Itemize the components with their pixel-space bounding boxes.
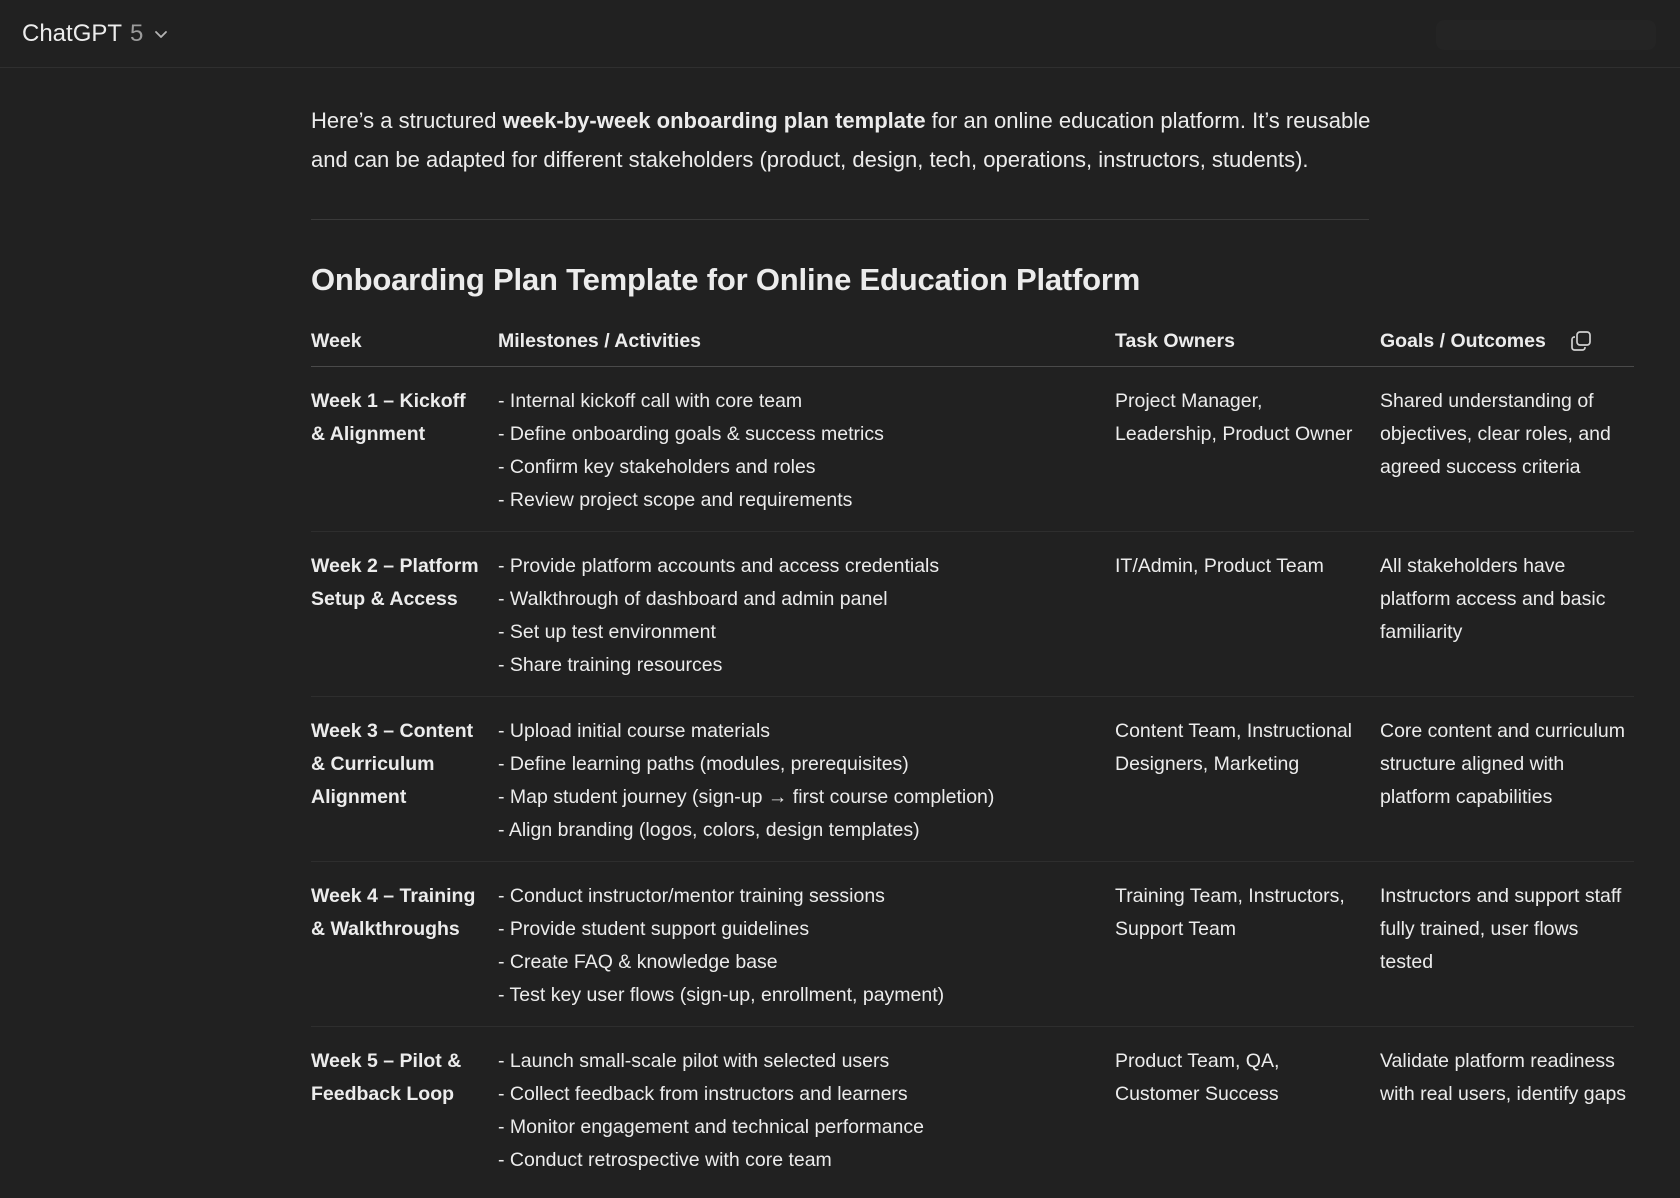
top-right-actions: [1436, 20, 1656, 50]
activities-cell: [498, 367, 1115, 532]
activity-item: - Set up test environment: [498, 621, 716, 643]
week-cell: Week 4 – Training & Walkthroughs: [311, 862, 498, 1027]
divider: [311, 219, 1369, 220]
table-row: [311, 862, 1634, 1027]
assistant-message: [311, 102, 1636, 1191]
activities-cell: [498, 1027, 1115, 1192]
activities-cell: [498, 697, 1115, 862]
goals-cell: Shared understanding of objectives, clear roles, and agreed success criteria: [1380, 367, 1634, 532]
activity-item: - Create FAQ & knowledge base: [498, 951, 778, 973]
model-name: ChatGPT: [22, 20, 123, 47]
activity-item: - Walkthrough of dashboard and admin panel: [498, 588, 888, 610]
copy-icon: [1569, 329, 1593, 353]
activity-item: - Upload initial course materials: [498, 720, 771, 742]
copy-table-button[interactable]: [1568, 328, 1594, 354]
activity-item: - Provide platform accounts and access credentials: [498, 555, 940, 577]
activity-item: - Share training resources: [498, 654, 723, 676]
intro-prefix: Here’s a structured: [311, 108, 503, 133]
owners-cell: Training Team, Instructors, Support Team: [1115, 862, 1380, 1027]
table-row: [311, 532, 1634, 697]
table-row: [311, 367, 1634, 532]
intro-suffix: for an online education platform. It’s reusable and can be adapted for different stakeholders (product, design, tech, operations, instructors, students).: [311, 108, 1371, 172]
header-task-owners: Task Owners: [1115, 320, 1380, 367]
activity-item: - Define onboarding goals & success metrics: [498, 423, 884, 445]
header-milestones: Milestones / Activities: [498, 320, 1115, 367]
week-cell: Week 2 – Platform Setup & Access: [311, 532, 498, 697]
activity-item: - Review project scope and requirements: [498, 489, 853, 511]
owners-cell: Project Manager, Leadership, Product Owner: [1115, 367, 1380, 532]
activity-item: - Conduct instructor/mentor training sessions: [498, 885, 885, 907]
top-bar: [0, 0, 1680, 68]
owners-cell: Product Team, QA, Customer Success: [1115, 1050, 1280, 1105]
table-header-row: [311, 320, 1634, 367]
activity-item: - Internal kickoff call with core team: [498, 390, 803, 412]
model-version: 5: [130, 20, 144, 47]
goals-cell: Instructors and support staff fully trained, user flows tested: [1380, 862, 1634, 1027]
week-cell: Week 1 – Kickoff & Alignment: [311, 367, 498, 532]
activity-item: - Map student journey (sign-up → first course completion): [498, 786, 995, 808]
table-row: [311, 697, 1634, 862]
intro-paragraph: [311, 102, 1371, 179]
activities-cell: [498, 862, 1115, 1027]
activity-item: - Provide student support guidelines: [498, 918, 810, 940]
header-goals-label: Goals / Outcomes: [1380, 329, 1546, 352]
activity-item: - Conduct retrospective with core team: [498, 1149, 832, 1171]
activity-item: - Align branding (logos, colors, design templates): [498, 819, 920, 841]
activity-item: - Monitor engagement and technical performance: [498, 1116, 924, 1138]
section-heading: Onboarding Plan Template for Online Education Platform: [311, 262, 1141, 297]
week-cell: Week 5 – Pilot & Feedback Loop: [311, 1050, 462, 1105]
intro-bold: week-by-week onboarding plan template: [502, 108, 926, 133]
header-week: Week: [311, 320, 498, 367]
owners-cell: IT/Admin, Product Team: [1115, 532, 1380, 697]
goals-cell: Core content and curriculum structure aligned with platform capabilities: [1380, 697, 1634, 862]
goals-cell: All stakeholders have platform access and basic familiarity: [1380, 532, 1634, 697]
onboarding-table: [311, 320, 1634, 1191]
table-row: [311, 1027, 1634, 1192]
activity-item: - Collect feedback from instructors and learners: [498, 1083, 908, 1105]
model-switcher-button[interactable]: [14, 14, 177, 54]
chevron-down-icon: [153, 26, 169, 42]
activity-item: - Define learning paths (modules, prerequisites): [498, 753, 909, 775]
owners-cell: Content Team, Instructional Designers, Marketing: [1115, 697, 1380, 862]
activity-item: - Test key user flows (sign-up, enrollment, payment): [498, 984, 945, 1006]
activity-item: - Confirm key stakeholders and roles: [498, 456, 816, 478]
activity-item: - Launch small-scale pilot with selected users: [498, 1050, 890, 1072]
activities-cell: [498, 532, 1115, 697]
goals-cell: Validate platform readiness with real users, identify gaps: [1380, 1050, 1627, 1105]
week-cell: Week 3 – Content & Curriculum Alignment: [311, 697, 498, 862]
header-goals: [1380, 320, 1634, 367]
